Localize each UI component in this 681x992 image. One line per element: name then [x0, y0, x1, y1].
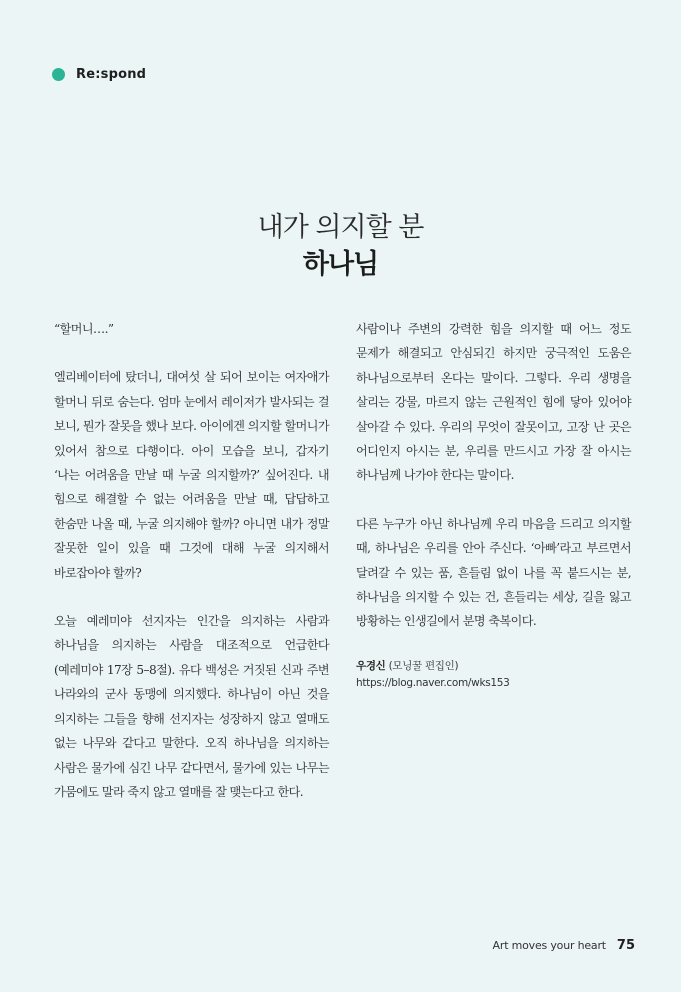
body-paragraph: 사람이나 주변의 강력한 힘을 의지할 때 어느 정도 문제가 해결되고 안심되긴 하지만 궁극적인 도움은 하나님으로부터 온다는 말이다. 그렇다. 우리 생명을 살리는 강물, 마르지 않는 근원적인 힘에 닿아 있어야 살아갈 수 있다. 우리의 무엇이 잘못이고, 고장 난 곳은 어디인지 아시는 분, 우리를 만드시고 가장 잘 아시는 하나님께 나가야 한다는 말이다.	[356, 322, 631, 483]
body-paragraph: 오늘 예레미야 선지자는 인간을 의지하는 사람과 하나님을 의지하는 사람을 대조적으로 언급한다(예레미야 17장 5–8절). 유다 백성은 거짓된 신과 주변 나라와의 군사 동맹에 의지했다. 하나님이 아닌 것을 의지하는 그들을 향해 선지자는 성장하지 않고 열매도 없는 나무와 같다고 말한다. 오직 하나님을 의지하는 사람은 물가에 심긴 나무 같다면서, 물가에 있는 나무는 가뭄에도 말라 죽지 않고 열매를 잘 맺는다고 한다.	[54, 614, 329, 799]
section-dot-icon	[52, 68, 65, 81]
page-number: 75	[616, 938, 635, 953]
page-footer	[493, 938, 635, 953]
right-column	[356, 317, 631, 692]
author-role: (모닝꿀 편집인)	[388, 659, 459, 672]
left-column	[54, 317, 329, 828]
footer-tagline: Art moves your heart	[492, 939, 606, 952]
title-line-1: 내가 의지할 분	[257, 212, 424, 243]
author-name: 우경신	[356, 659, 386, 672]
body-paragraph: 엘리베이터에 탔더니, 대여섯 살 되어 보이는 여자애가 할머니 뒤로 숨는다. 엄마 눈에서 레이저가 발사되는 걸 보니, 뭔가 잘못을 했나 보다. 아이에겐 의지할 할머니가 있어서 참으로 다행이다. 아이 모습을 보니, 갑자기 ‘나는 어려움을 만날 때 누굴 의지할까?’ 싶어진다. 내 힘으로 해결할 수 없는 어려움을 만날 때, 답답하고 한숨만 나올 때, 누굴 의지해야 할까? 아니면 내가 정말 잘못한 일이 있을 때 그것에 대해 누굴 의지해서 바로잡아야 할까?	[54, 370, 329, 580]
section-tag	[52, 67, 146, 82]
author-block	[356, 658, 631, 692]
author-url[interactable]: https://blog.naver.com/wks153	[356, 676, 510, 689]
section-label: Re:spond	[76, 67, 147, 82]
article-title	[0, 210, 681, 284]
body-paragraph: 다른 누구가 아닌 하나님께 우리 마음을 드리고 의지할 때, 하나님은 우리를 안아 주신다. ‘아빠’라고 부르면서 달려갈 수 있는 품, 흔들림 없이 나를 꼭 붙드시는 분, 하나님을 의지할 수 있는 건, 흔들리는 세상, 길을 잃고 방황하는 인생길에서 분명 축복이다.	[356, 516, 631, 629]
title-line-2: 하나님	[302, 249, 379, 280]
opening-quote: “할머니….”	[54, 322, 114, 336]
